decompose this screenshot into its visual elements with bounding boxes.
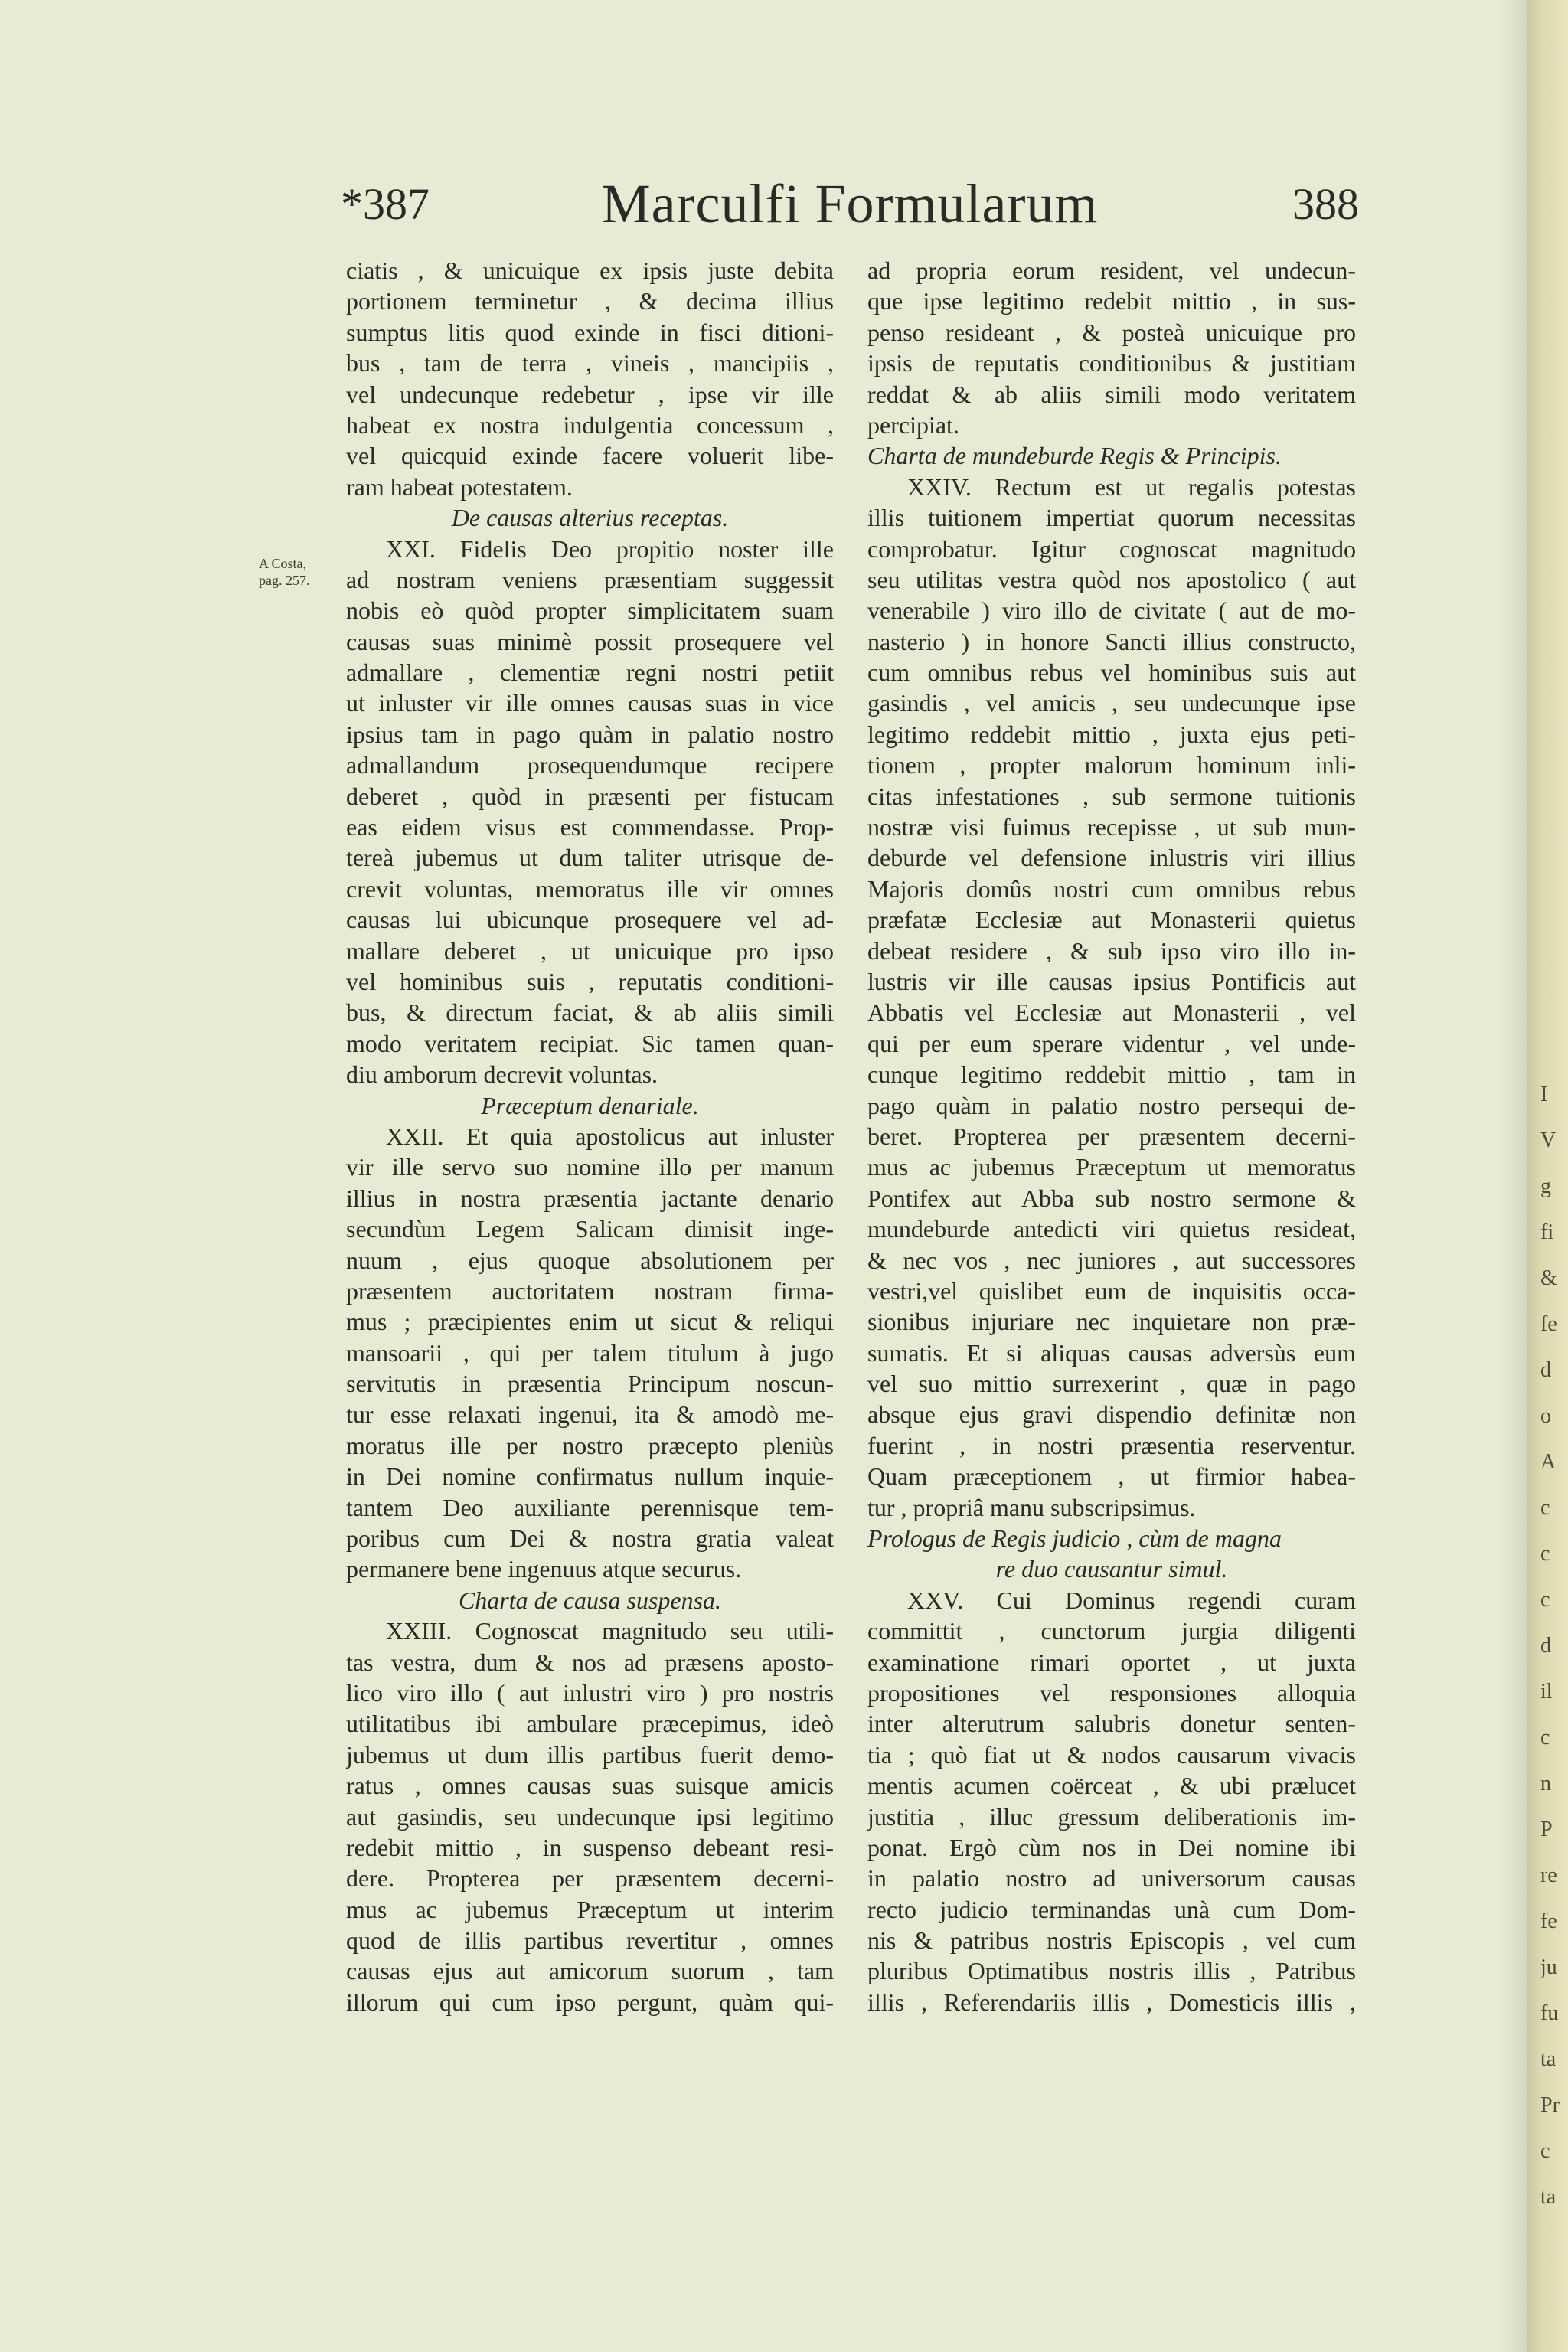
text-line: illorum qui cum ipso pergunt, quàm qui- — [346, 1988, 834, 2016]
text-line: eas eidem visus est commendasse. Prop- — [346, 813, 834, 841]
edge-letter: c — [1540, 1726, 1550, 1749]
text-line: illis , Referendariis illis , Domesticis illis , — [867, 1988, 1356, 2016]
text-line: ciatis , & unicuique ex ipsis juste debita — [346, 256, 834, 284]
text-line: lico viro illo ( aut inlustri viro ) pro nostris — [346, 1678, 834, 1707]
text-line: ram habeat potestatem. — [346, 472, 573, 501]
running-title: Marculfi Formularum — [601, 173, 1099, 234]
text-line: utilitatibus ibi ambulare præcepimus, ideò — [346, 1710, 834, 1738]
text-line: dere. Propterea per præsentem decerni- — [346, 1864, 834, 1893]
text-line: vel undecunque redebetur , ipse vir ille — [346, 380, 834, 408]
text-line: jubemus ut dum illis partibus fuerit demo- — [346, 1740, 834, 1769]
text-line: lustris vir ille causas ipsius Pontificis aut — [867, 967, 1356, 995]
text-line: causas lui ubicunque prosequere vel ad- — [346, 906, 834, 934]
text-line: percipiat. — [867, 410, 959, 439]
edge-letter: ta — [1540, 2047, 1557, 2071]
text-line: in palatio nostro ad universorum causas — [867, 1864, 1356, 1893]
edge-letter: n — [1540, 1772, 1551, 1795]
text-line: tur , propriâ manu subscripsimus. — [867, 1493, 1196, 1521]
text-line: vel suo mittio surrexerint , quæ in pago — [867, 1370, 1356, 1398]
text-line: moratus ille per nostro præcepto pleniùs — [346, 1431, 834, 1459]
text-line: tur esse relaxati ingenui, ita & amodò me- — [346, 1400, 834, 1429]
text-line: causas ejus aut amicorum suorum , tam — [346, 1957, 834, 1985]
text-line: XXIV. Rectum est ut regalis potestas — [907, 472, 1356, 501]
edge-letter: & — [1540, 1266, 1557, 1290]
edge-letter: re — [1540, 1864, 1557, 1887]
text-line: XXIII. Cognoscat magnitudo seu utili- — [386, 1617, 834, 1645]
text-line: XXII. Et quia apostolicus aut inluster — [386, 1122, 834, 1150]
text-line: Quam præceptionem , ut firmior habea- — [867, 1462, 1356, 1491]
facing-page-edge-text — [1540, 1072, 1568, 2220]
section-heading: re duo causantur simul. — [995, 1555, 1228, 1583]
text-line: que ipse legitimo redebit mittio , in sus- — [867, 287, 1356, 315]
text-line: bus , tam de terra , vineis , mancipiis , — [346, 349, 834, 377]
text-line: comprobatur. Igitur cognoscat magnitudo — [867, 534, 1356, 563]
text-line: sionibus injuriare nec inquietare non præ- — [867, 1308, 1356, 1336]
text-line: mus ; præcipientes enim ut sicut & reliqui — [346, 1308, 834, 1336]
text-line: Abbatis vel Ecclesiæ aut Monasterii , vel — [867, 998, 1356, 1027]
text-line: tia ; quò fiat ut & nodos causarum vivacis — [867, 1740, 1356, 1769]
text-line: ratus , omnes causas suas suisque amicis — [346, 1772, 834, 1800]
text-line: redebit mittio , in suspenso debeant resi- — [346, 1833, 834, 1861]
text-line: examinatione rimari oportet , ut juxta — [867, 1648, 1356, 1676]
text-line: quod de illis partibus revertitur , omnes — [346, 1926, 834, 1955]
text-line: mus ac jubemus Præceptum ut memoratus — [867, 1153, 1356, 1181]
text-line: poribus cum Dei & nostra gratia valeat — [346, 1524, 834, 1553]
text-line: mus ac jubemus Præceptum ut interim — [346, 1895, 834, 1923]
edge-letter: fe — [1540, 1909, 1557, 1933]
text-line: nuum , ejus quoque absolutionem per — [346, 1246, 834, 1274]
text-line: crevit voluntas, memoratus ille vir omnes — [346, 874, 834, 903]
section-heading: De causas alterius receptas. — [451, 504, 729, 532]
text-line: & nec vos , nec juniores , aut successores — [867, 1246, 1356, 1274]
text-line: nobis eò quòd propter simplicitatem suam — [346, 596, 834, 625]
text-line: beret. Propterea per præsentem decerni- — [867, 1122, 1356, 1150]
text-line: tereà jubemus ut dum taliter utrisque de- — [346, 844, 834, 872]
text-line: seu utilitas vestra quòd nos apostolico ( aut — [867, 565, 1356, 593]
text-line: citas infestationes , sub sermone tuitionis — [867, 782, 1356, 810]
text-line: committit , cunctorum jurgia diligenti — [867, 1617, 1356, 1645]
edge-letter: ta — [1540, 2185, 1557, 2209]
text-line: legitimo reddebit mittio , juxta ejus peti- — [867, 720, 1356, 748]
edge-letter: c — [1540, 1496, 1550, 1520]
text-line: ad propria eorum resident, vel undecun- — [867, 256, 1356, 284]
text-line: nasterio ) in honore Sancti illius constructo, — [867, 627, 1356, 655]
text-line: vir ille servo suo nomine illo per manum — [346, 1153, 834, 1181]
edge-letter: V — [1540, 1129, 1557, 1152]
text-line: admallandum prosequendumque recipere — [346, 751, 834, 779]
text-line: portionem terminetur , & decima illius — [346, 287, 834, 315]
text-line: XXV. Cui Dominus regendi curam — [907, 1586, 1356, 1614]
section-heading: Charta de causa suspensa. — [458, 1586, 722, 1614]
text-line: sumptus litis quod exinde in fisci ditioni- — [346, 318, 834, 346]
text-line: fuerint , in nostri præsentia reserventur. — [867, 1431, 1356, 1459]
edge-letter: g — [1540, 1174, 1551, 1198]
margin-note — [259, 555, 335, 589]
text-line: pluribus Optimatibus nostris illis , Patribus — [867, 1957, 1356, 1985]
edge-letter: ju — [1540, 1955, 1557, 1979]
text-line: justitia , illuc gressum deliberationis im- — [867, 1802, 1356, 1831]
text-line: mansoarii , qui per talem titulum à jugo — [346, 1338, 834, 1367]
text-line: nostræ visi fuimus recepisse , ut sub mun- — [867, 813, 1356, 841]
text-line: mundeburde antedicti viri quietus resideat, — [867, 1215, 1356, 1243]
text-line: aut gasindis, seu undecunque ipsi legitimo — [346, 1802, 834, 1831]
text-line: bus, & directum faciat, & ab aliis simili — [346, 998, 834, 1027]
right-text-column — [867, 255, 1356, 2017]
edge-letter: c — [1540, 2139, 1550, 2163]
text-line: Majoris domûs nostri cum omnibus rebus — [867, 874, 1356, 903]
text-line: admallare , clementiæ regni nostri petiit — [346, 658, 834, 687]
page-gutter-shadow — [1501, 0, 1531, 2352]
text-line: absque ejus gravi dispendio definitæ non — [867, 1400, 1356, 1429]
text-line: venerabile ) viro illo de civitate ( aut de mo- — [867, 596, 1356, 625]
text-line: causas suas minimè possit prosequere vel — [346, 627, 834, 655]
margin-note-line: A Costa, — [259, 556, 307, 571]
edge-letter: I — [1540, 1083, 1548, 1106]
text-line: permanere bene ingenuus atque securus. — [346, 1555, 742, 1583]
text-line: propositiones vel responsiones alloquia — [867, 1678, 1356, 1707]
text-line: cunque legitimo reddebit mittio , tam in — [867, 1060, 1356, 1089]
section-heading: Præceptum denariale. — [481, 1091, 699, 1119]
text-line: diu amborum decrevit voluntas. — [346, 1060, 658, 1089]
text-line: tantem Deo auxiliante perennisque tem- — [346, 1493, 834, 1521]
text-line: qui per eum sperare videntur , vel unde- — [867, 1029, 1356, 1057]
text-line: cum omnibus rebus vel hominibus suis aut — [867, 658, 1356, 687]
text-line: ipsis de reputatis conditionibus & justitiam — [867, 349, 1356, 377]
text-line: secundùm Legem Salicam dimisit inge- — [346, 1215, 834, 1243]
text-line: in Dei nomine confirmatus nullum inquie- — [346, 1462, 834, 1491]
text-line: Pontifex aut Abba sub nostro sermone & — [867, 1184, 1356, 1212]
page-header — [341, 172, 1359, 241]
text-line: ad nostram veniens præsentiam suggessit — [346, 565, 834, 593]
text-line: penso resideant , & posteà unicuique pro — [867, 318, 1356, 346]
edge-letter: c — [1540, 1542, 1550, 1566]
text-line: recto judicio terminandas unà cum Dom- — [867, 1895, 1356, 1923]
text-line: deburde vel defensione inlustris viri illius — [867, 844, 1356, 872]
edge-letter: Pr — [1540, 2093, 1560, 2117]
text-line: habeat ex nostra indulgentia concessum , — [346, 410, 834, 439]
edge-letter: o — [1540, 1404, 1551, 1428]
edge-letter: P — [1540, 1818, 1553, 1841]
edge-letter: d — [1540, 1634, 1551, 1658]
text-line: inter alterutrum salubris donetur senten- — [867, 1710, 1356, 1738]
text-line: præsentem auctoritatem nostram firma- — [346, 1276, 834, 1305]
text-line: tas vestra, dum & nos ad præsens aposto- — [346, 1648, 834, 1676]
text-line: reddat & ab aliis simili modo veritatem — [867, 380, 1356, 408]
edge-letter: A — [1540, 1450, 1557, 1474]
left-text-column — [346, 255, 834, 2017]
text-line: ipsius tam in pago quàm in palatio nostro — [346, 720, 834, 748]
text-line: vestri,vel quislibet eum de inquisitis occa- — [867, 1276, 1356, 1305]
text-line: deberet , quòd in præsenti per fistucam — [346, 782, 834, 810]
edge-letter: fe — [1540, 1312, 1557, 1336]
text-line: modo veritatem recipiat. Sic tamen quan- — [346, 1029, 834, 1057]
text-line: sumatis. Et si aliquas causas adversùs eum — [867, 1338, 1356, 1367]
page-number-left: *387 — [341, 179, 430, 229]
text-line: præfatæ Ecclesiæ aut Monasterii quietus — [867, 906, 1356, 934]
edge-letter: fi — [1540, 1220, 1554, 1244]
text-line: vel hominibus suis , reputatis conditioni- — [346, 967, 834, 995]
section-heading: Charta de mundeburde Regis & Principis. — [867, 442, 1282, 470]
page-number-right: 388 — [1292, 179, 1359, 229]
text-line: servitutis in præsentia Principum noscun- — [346, 1370, 834, 1398]
text-line: debeat residere , & sub ipso viro illo in- — [867, 936, 1356, 965]
text-line: gasindis , vel amicis , seu undecunque ipse — [867, 689, 1356, 717]
text-line: illis tuitionem impertiat quorum necessitas — [867, 504, 1356, 532]
edge-letter: il — [1540, 1680, 1553, 1704]
edge-letter: c — [1540, 1588, 1550, 1612]
text-line: ut inluster vir ille omnes causas suas in vice — [346, 689, 834, 717]
text-line: tionem , propter malorum hominum inli- — [867, 751, 1356, 779]
text-line: illius in nostra præsentia jactante denario — [346, 1184, 834, 1212]
edge-letter: d — [1540, 1358, 1551, 1382]
edge-letter: fu — [1540, 2001, 1559, 2025]
text-line: pago quàm in palatio nostro persequi de- — [867, 1091, 1356, 1119]
text-line: nis & patribus nostris Episcopis , vel cum — [867, 1926, 1356, 1955]
text-line: vel quicquid exinde facere voluerit libe- — [346, 442, 834, 470]
text-line: mentis acumen coërceat , & ubi prælucet — [867, 1772, 1356, 1800]
text-line: ponat. Ergò cùm nos in Dei nomine ibi — [867, 1833, 1356, 1861]
text-line: mallare deberet , ut unicuique pro ipso — [346, 936, 834, 965]
section-heading: Prologus de Regis judicio , cùm de magna — [867, 1524, 1282, 1553]
text-line: XXI. Fidelis Deo propitio noster ille — [386, 534, 834, 563]
margin-note-line: pag. 257. — [259, 573, 310, 588]
